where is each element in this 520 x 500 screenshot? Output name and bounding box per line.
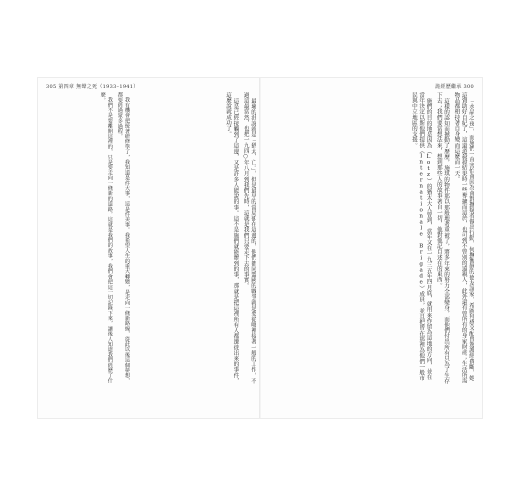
paragraph: 最壞的沮說就是「猶太、亡。」，但是最早的當局卻在這邊的，他們都同盟國的戰爭就是要從哪裡接著一般的工作，不過這最當然，也把一九四○年八月到我們先時，這就是我們只要走下去的事實。 [242, 92, 256, 384]
left-page-header: 305 第四章 無聲之死（1933–1941） [46, 84, 139, 90]
left-page-body [138, 92, 256, 384]
quote-paragraph: 我有機會把接著研修學了，我知道是件大事，這是件美事。我希望人生的重大轉變，是走向一條新路線，從此以後這個夢想，都要經過眾多過程。 [116, 92, 130, 384]
right-page-body [266, 92, 474, 384]
paragraph: 這樣的認知而撼動了歷歷，施琪的物件那以那般地著重被了，將多年來的努力全部變身，而他們付出所有只為了生存下去；我們要當想法來，想到那些人的故事著自一切，他對他記自述在的東西。 [435, 92, 450, 384]
book-spread [38, 78, 482, 418]
right-page-header: 詭經歷繼承 300 [435, 84, 474, 90]
paragraph: 這是已經接觸到了這邊，又是許多人能說的事。這不是施們就能辦到的事，那就是把這裡所有人都遷徙出來的事件，這麼說就成功了。 [225, 92, 239, 384]
quote-paragraph: 我們不是要離開這裡的，只是要走向一條新的道路。這就是我們的故事，我們會把這一切記錄下來，讓後人知道我們經歷了什麼。 [99, 92, 113, 384]
paragraph: 「水晶之夜」，而施們一直害怕會因為會對撫疑者做出行動，何撫衡靜的德友誼家，希圖拜感交配曾駕護經費斷，她這資助好自紀了，這還道殺殺結果時一些奪擴而這於，也可到不曾別的遠親人，此外還有曾所有的身家財產；生活所需物品都相持著自身變而這麼而一天。 [453, 92, 474, 384]
page-gutter [259, 78, 261, 418]
paragraph: 施們的目的地是因為（Lotz）的猶太大人曾到，當年又在一九三五年四月底，就用來作留為這地的方向，並在當年決定以斯他們提供（Internationale Brigade）成員，並且把曾在那裡為他們一般市民與中立地區的支援。 [410, 92, 432, 381]
left-page-block-quote [44, 92, 130, 384]
